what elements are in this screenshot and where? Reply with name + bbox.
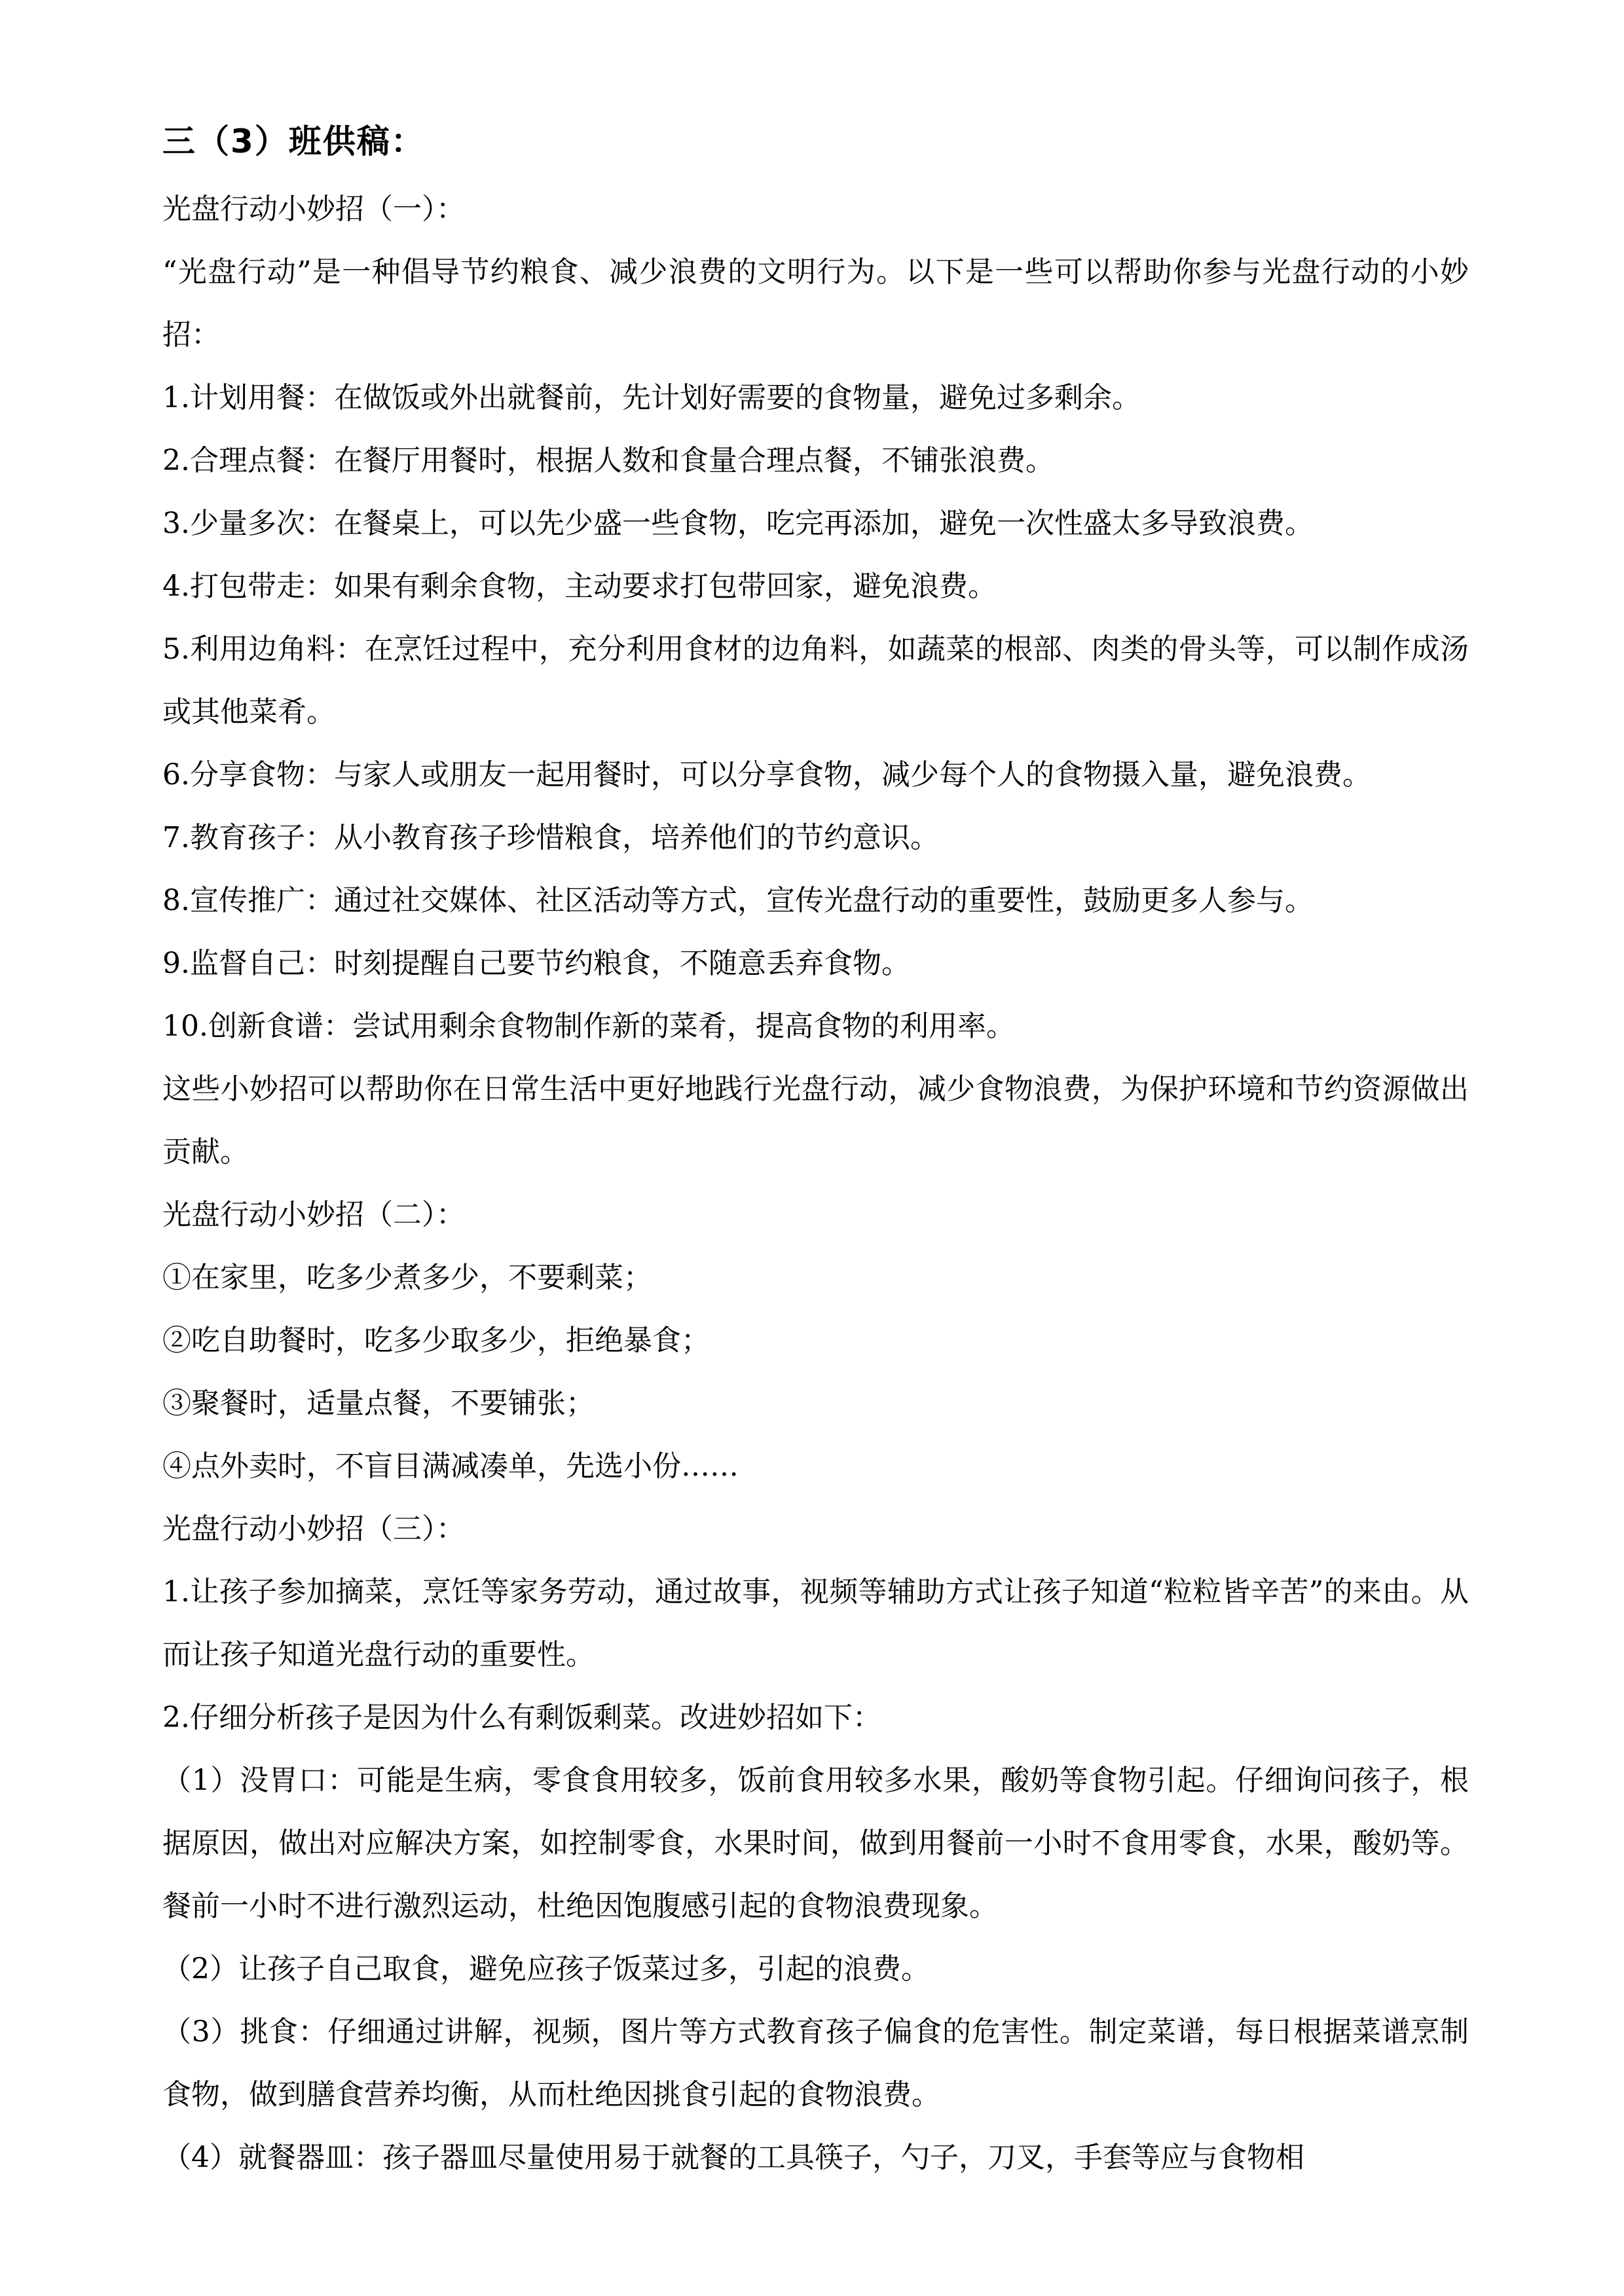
list-item: 6.分享食物：与家人或朋友一起用餐时，可以分享食物，减少每个人的食物摄入量，避免浪费。 [162,758,1371,792]
list-item: （2）让孩子自己取食，避免应孩子饭菜过多，引起的浪费。 [162,1952,930,1986]
document-body [162,110,1469,2189]
list-item: ①在家里，吃多少煮多少，不要剩菜； [162,1261,652,1294]
section-heading-2: 光盘行动小妙招（二）： [162,1198,465,1231]
list-item: 10.创新食谱：尝试用剩余食物制作新的菜肴，提高食物的利用率。 [162,1010,1015,1043]
section-heading-3: 光盘行动小妙招（三）： [162,1512,465,1546]
list-item: 1.让孩子参加摘菜，烹饪等家务劳动，通过故事，视频等辅助方式让孩子知道“粒粒皆辛苦”的来由。从而让孩子知道光盘行动的重要性。 [162,1575,1469,1671]
list-item: 1.计划用餐：在做饭或外出就餐前，先计划好需要的食物量，避免过多剩余。 [162,381,1141,414]
list-item: ③聚餐时，适量点餐，不要铺张； [162,1387,595,1420]
list-item: 3.少量多次：在餐桌上，可以先少盛一些食物，吃完再添加，避免一次性盛太多导致浪费。 [162,507,1314,540]
section-conclusion-1: 这些小妙招可以帮助你在日常生活中更好地践行光盘行动，减少食物浪费，为保护环境和节约资源做出贡献。 [162,1072,1469,1169]
list-item: （3）挑食：仔细通过讲解，视频，图片等方式教育孩子偏食的危害性。制定菜谱，每日根据菜谱烹制食物，做到膳食营养均衡，从而杜绝因挑食引起的食物浪费。 [162,2015,1469,2111]
list-item: ②吃自助餐时，吃多少取多少，拒绝暴食； [162,1324,710,1357]
list-item: 7.教育孩子：从小教育孩子珍惜粮食，培养他们的节约意识。 [162,821,939,854]
page-title: 三（3）班供稿： [162,122,425,160]
list-item: 8.宣传推广：通过社交媒体、社区活动等方式，宣传光盘行动的重要性，鼓励更多人参与。 [162,884,1314,917]
list-item: 5.利用边角料：在烹饪过程中，充分利用食材的边角料，如蔬菜的根部、肉类的骨头等，可以制作成汤或其他菜肴。 [162,632,1469,729]
list-item: 9.监督自己：时刻提醒自己要节约粮食，不随意丢弃食物。 [162,947,910,980]
section-intro-1: “光盘行动”是一种倡导节约粮食、减少浪费的文明行为。以下是一些可以帮助你参与光盘行动的小妙招： [162,255,1469,352]
section-heading-1: 光盘行动小妙招（一）： [162,192,465,226]
list-item: 2.仔细分析孩子是因为什么有剩饭剩菜。改进妙招如下： [162,1701,881,1734]
list-item: 2.合理点餐：在餐厅用餐时，根据人数和食量合理点餐，不铺张浪费。 [162,444,1054,477]
list-item: （4）就餐器皿：孩子器皿尽量使用易于就餐的工具筷子，勺子，刀叉，手套等应与食物相 [162,2141,1304,2174]
list-item: 4.打包带走：如果有剩余食物，主动要求打包带回家，避免浪费。 [162,570,997,603]
list-item: ④点外卖时，不盲目满减凑单，先选小份…… [162,1449,739,1483]
list-item: （1）没胃口：可能是生病，零食食用较多，饭前食用较多水果，酸奶等食物引起。仔细询问孩子，根据原因，做出对应解决方案，如控制零食，水果时间，做到用餐前一小时不食用零食，水果，酸奶等。餐前一小时不进行激烈运动，杜绝因饱腹感引起的食物浪费现象。 [162,1764,1469,1923]
